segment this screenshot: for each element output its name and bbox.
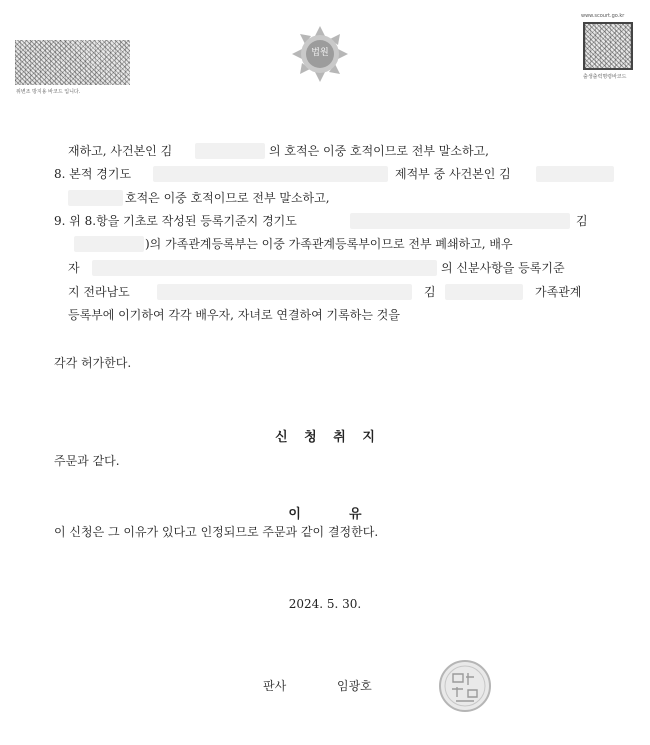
body-line-7c: 가족관계 — [535, 285, 582, 299]
seal-icon — [438, 657, 492, 715]
qr-caption: 출생출력명령바코드 — [583, 74, 627, 80]
redaction — [92, 260, 437, 276]
body-line-5: )의 가족관계등록부는 이중 가족관계등록부이므로 전부 폐쇄하고, 배우 — [145, 237, 513, 251]
conclusion-text: 각각 허가한다. — [54, 356, 132, 370]
redaction — [74, 236, 144, 252]
redaction — [445, 284, 523, 300]
body-line-3: 호적은 이중 호적이므로 전부 말소하고, — [125, 191, 330, 205]
purpose-heading: 신 청 취 지 — [275, 430, 381, 445]
purpose-text: 주문과 같다. — [54, 454, 120, 468]
body-line-1a: 재하고, 사건본인 김 — [68, 144, 173, 158]
emblem-label: 법원 — [311, 48, 329, 58]
court-emblem — [288, 22, 352, 86]
qr-code — [583, 22, 633, 70]
anti-forgery-barcode — [15, 40, 130, 85]
body-line-2b: 제적부 중 사건본인 김 — [395, 167, 511, 181]
body-line-8: 등록부에 이기하여 각각 배우자, 자녀로 연결하여 기록하는 것을 — [68, 308, 400, 322]
site-url: www.scourt.go.kr — [581, 13, 625, 19]
judge-name: 임광호 — [337, 679, 372, 693]
redaction — [68, 190, 123, 206]
judge-seal — [438, 657, 492, 715]
redaction — [157, 284, 412, 300]
body-line-6a: 자 — [68, 261, 80, 275]
redaction — [350, 213, 570, 229]
redaction — [153, 166, 388, 182]
body-line-7a: 지 전라남도 — [68, 285, 130, 299]
reason-text: 이 신청은 그 이유가 있다고 인정되므로 주문과 같이 결정한다. — [54, 525, 379, 539]
body-line-7b: 김 — [424, 285, 436, 299]
body-line-6b: 의 신분사항을 등록기준 — [441, 261, 565, 275]
barcode-caption: 위변조 방지용 바코드 입니다. — [16, 89, 81, 95]
body-line-1b: 의 호적은 이중 호적이므로 전부 말소하고, — [269, 144, 489, 158]
body-line-4b: 김 — [576, 214, 588, 228]
redaction — [195, 143, 265, 159]
decision-date: 2024. 5. 30. — [288, 597, 362, 611]
reason-heading: 이 유 — [288, 507, 368, 522]
body-line-4a: 9. 위 8.항을 기초로 작성된 등록기준지 경기도 — [54, 214, 297, 228]
redaction — [536, 166, 614, 182]
judge-title: 판사 — [263, 679, 287, 693]
body-line-2a: 8. 본적 경기도 — [54, 167, 132, 181]
